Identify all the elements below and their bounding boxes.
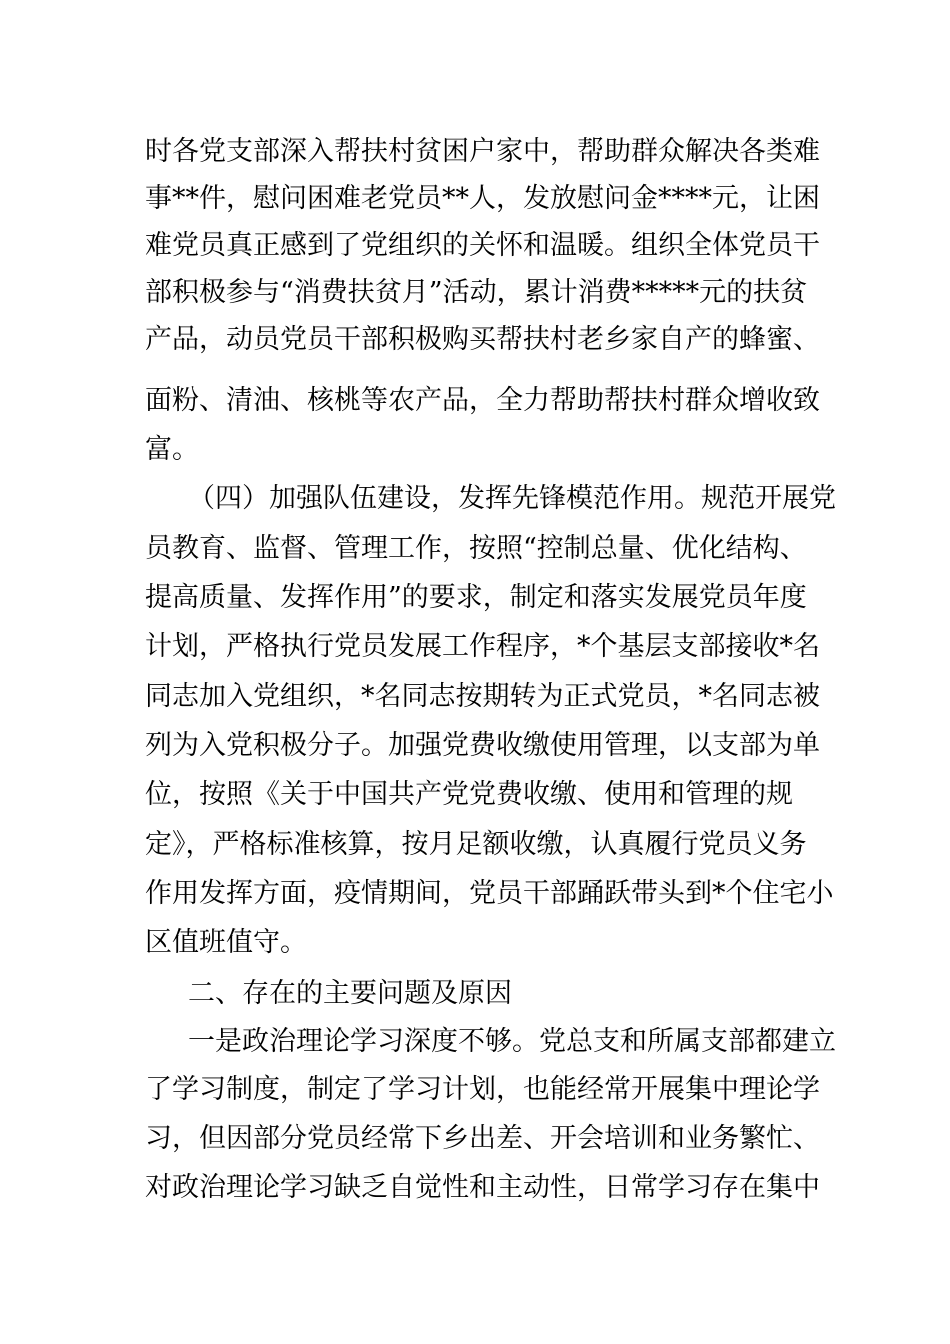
text-line: 部积极参与“消费扶贫月”活动，累计消费*****元的扶贫 <box>145 277 808 308</box>
text-line: 一是政治理论学习深度不够。党总支和所属支部都建立 <box>188 1026 836 1057</box>
text-line: 提高质量、发挥作用”的要求，制定和落实发展党员年度 <box>145 582 807 613</box>
text-line: 对政治理论学习缺乏自觉性和主动性，日常学习存在集中 <box>145 1172 820 1203</box>
section-heading-2: 二、存在的主要问题及原因 <box>188 978 512 1009</box>
section-heading-4: （四）加强队伍建设，发挥先锋模范作用。规范开展党 <box>188 483 836 514</box>
text-line: 习，但因部分党员经常下乡出差、开会培训和业务繁忙、 <box>145 1123 820 1154</box>
text-line: 富。 <box>145 434 199 465</box>
text-line: 定》，严格标准核算，按月足额收缴，认真履行党员义务 <box>145 829 807 860</box>
text-line: 同志加入党组织，*名同志按期转为正式党员，*名同志被 <box>145 681 820 712</box>
text-line: 了学习制度，制定了学习计划，也能经常开展集中理论学 <box>145 1074 820 1105</box>
text-line: 事**件，慰问困难老党员**人，发放慰问金****元，让困 <box>145 183 820 214</box>
text-line: 难党员真正感到了党组织的关怀和温暖。组织全体党员干 <box>145 230 820 261</box>
text-line: 产品，动员党员干部积极购买帮扶村老乡家自产的蜂蜜、 <box>145 324 820 355</box>
text-line: 计划，严格执行党员发展工作程序，*个基层支部接收*名 <box>145 631 820 662</box>
text-line: 员教育、监督、管理工作，按照“控制总量、优化结构、 <box>145 533 807 564</box>
text-line: 位，按照《关于中国共产党党费收缴、使用和管理的规 <box>145 779 793 810</box>
text-line: 作用发挥方面，疫情期间，党员干部踊跃带头到*个住宅小 <box>145 878 834 909</box>
text-line: 时各党支部深入帮扶村贫困户家中，帮助群众解决各类难 <box>145 136 820 167</box>
text-line: 列为入党积极分子。加强党费收缴使用管理，以支部为单 <box>145 730 820 761</box>
text-line: 区值班值守。 <box>145 927 307 958</box>
text-line: 面粉、清油、核桃等农产品，全力帮助帮扶村群众增收致 <box>145 385 820 416</box>
